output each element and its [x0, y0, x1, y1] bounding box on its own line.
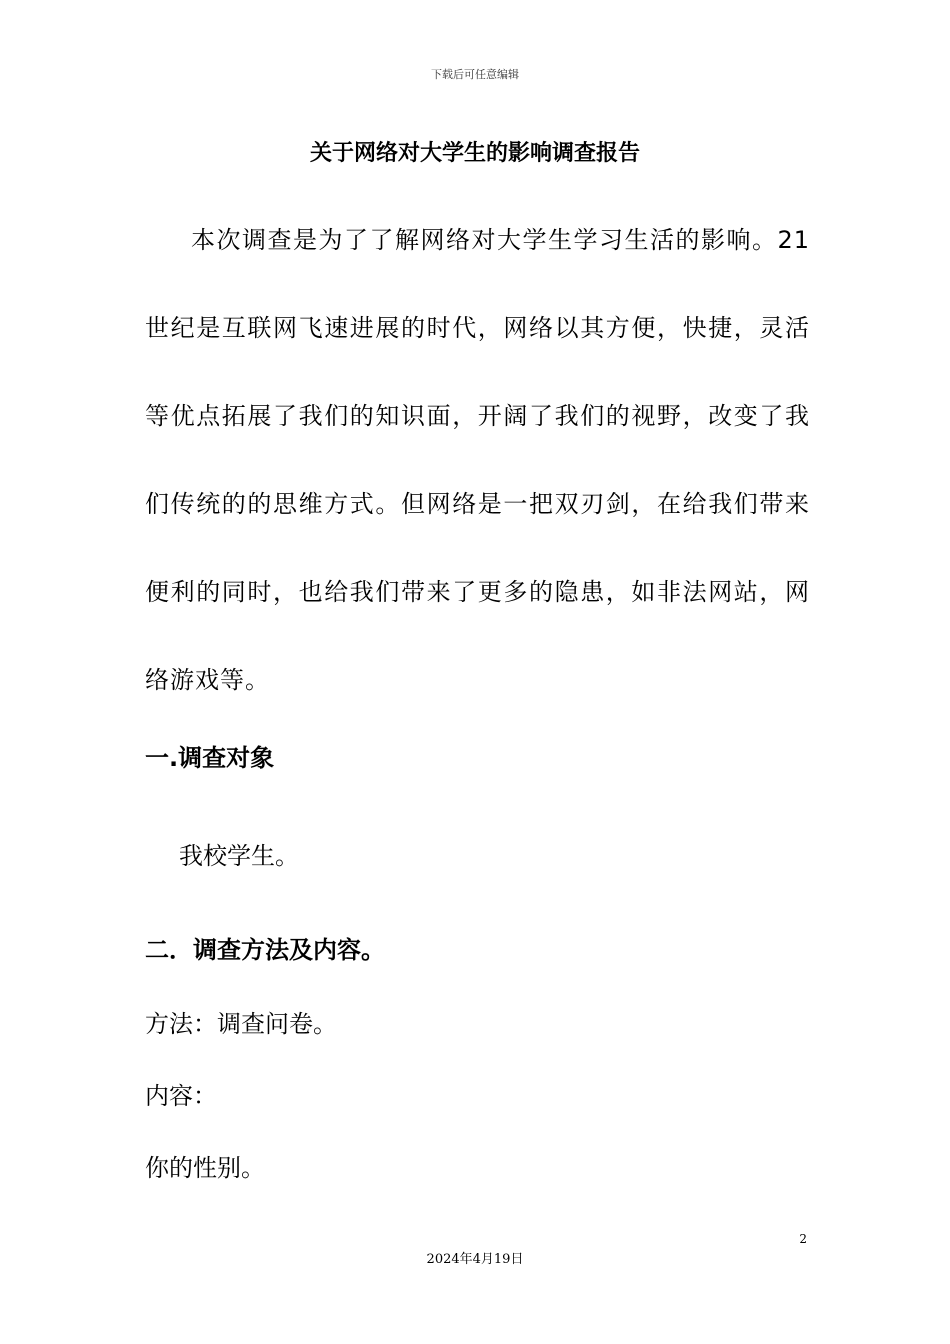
document-title: 关于网络对大学生的影响调查报告	[309, 141, 640, 166]
method-line: 方法：调查问卷。	[145, 1010, 337, 1038]
footer-date: 2024年4月19日	[426, 1252, 524, 1267]
section-heading-methods-content: 二．调查方法及内容。	[145, 936, 385, 964]
survey-subjects-text: 我校学生。	[179, 842, 299, 870]
intro-paragraph: 本次调查是为了了解网络对大学生学习生活的影响。21世纪是互联网飞速进展的时代，网络以其方便，快捷，灵活等优点拓展了我们的知识面，开阔了我们的视野，改变了我们传统的的思维方式。但网络是一把双刃剑，在给我们带来便利的同时，也给我们带来了更多的隐患，如非法网站，网络游戏等。	[145, 226, 810, 694]
section-heading-survey-subjects: 一.调查对象	[145, 744, 275, 772]
content-label: 内容：	[145, 1082, 217, 1110]
page-number: 2	[799, 1232, 807, 1246]
header-note: 下载后可任意编辑	[431, 68, 519, 81]
content-item-gender: 你的性别。	[145, 1154, 265, 1182]
